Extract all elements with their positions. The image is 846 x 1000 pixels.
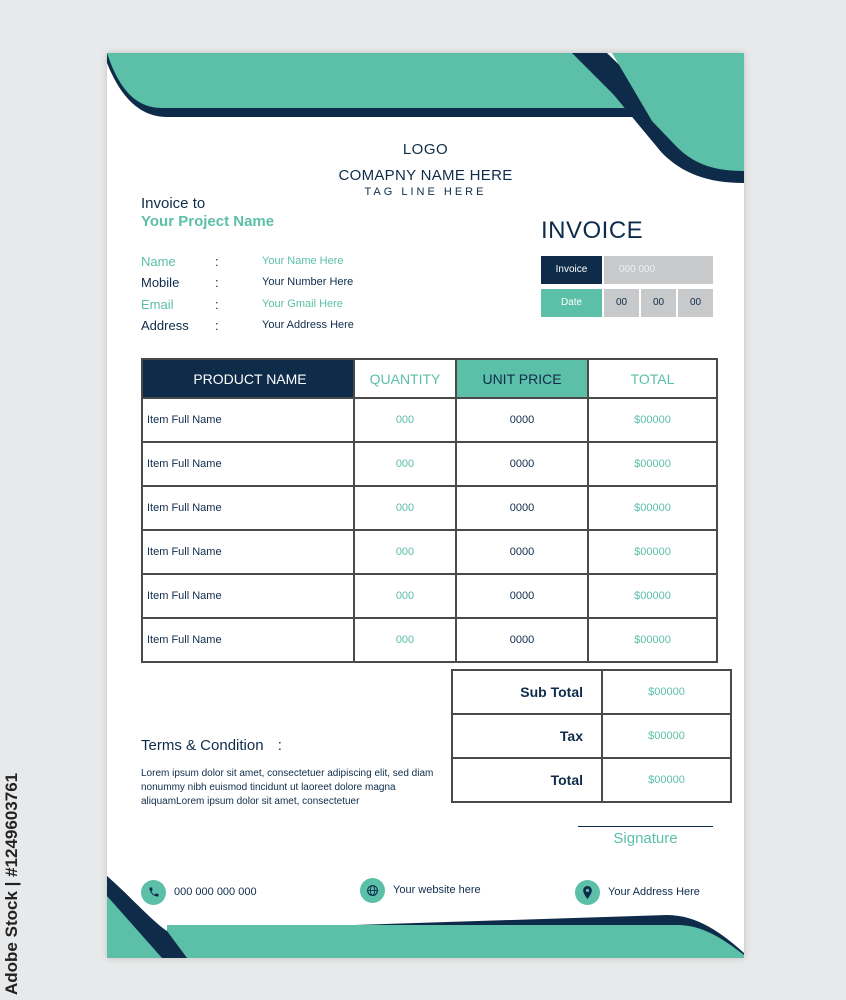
company-name: COMAPNY NAME HERE (338, 167, 513, 184)
table-header-row (142, 359, 717, 398)
footer-website (360, 877, 481, 903)
row-qty: 000 (354, 618, 456, 662)
contact-colon: : (215, 318, 219, 333)
signature-label: Signature (613, 830, 678, 847)
phone-text: 000 000 000 000 (174, 886, 257, 898)
row-total: $00000 (588, 442, 717, 486)
row-qty: 000 (354, 530, 456, 574)
header-unit-price: UNIT PRICE (456, 359, 588, 398)
date-label: Date (541, 289, 602, 317)
stock-watermark-id: Adobe Stock | #1249603761 (2, 772, 21, 995)
contact-colon: : (215, 297, 219, 312)
summary-row (452, 670, 731, 714)
project-name: Your Project Name (141, 213, 275, 230)
row-total: $00000 (588, 486, 717, 530)
terms-heading (141, 737, 282, 754)
terms-title: Terms & Condition (141, 737, 264, 754)
items-table (141, 358, 718, 663)
subtotal-value: $00000 (602, 670, 731, 714)
contact-value: Your Number Here (262, 276, 354, 288)
contact-label: Name (141, 254, 176, 269)
row-name: Item Full Name (142, 574, 354, 618)
contact-colon: : (215, 254, 219, 269)
contact-label: Mobile (141, 275, 180, 290)
contact-label: Address (141, 318, 189, 333)
date-year: 00 (678, 289, 713, 317)
header-product-name: PRODUCT NAME (142, 359, 354, 398)
row-qty: 000 (354, 574, 456, 618)
summary-table (451, 669, 732, 803)
website-text: Your website here (393, 884, 481, 896)
row-name: Item Full Name (142, 618, 354, 662)
row-total: $00000 (588, 398, 717, 442)
header-total: TOTAL (588, 359, 717, 398)
footer-address (575, 879, 700, 905)
invoice-to-heading: Invoice to (141, 195, 206, 212)
signature-line (578, 826, 713, 827)
contact-label: Email (141, 297, 174, 312)
table-row (142, 530, 717, 574)
row-unit: 0000 (456, 486, 588, 530)
total-value: $00000 (602, 758, 731, 802)
table-row (142, 574, 717, 618)
terms-colon: : (277, 737, 282, 754)
contact-value: Your Name Here (262, 255, 344, 267)
tax-value: $00000 (602, 714, 731, 758)
invoice-title: INVOICE (541, 217, 644, 244)
row-unit: 0000 (456, 574, 588, 618)
invoice-number-value: 000 000 (604, 256, 713, 284)
row-total: $00000 (588, 618, 717, 662)
logo-text: LOGO (402, 141, 449, 158)
terms-body: Lorem ipsum dolor sit amet, consectetuer adipiscing elit, sed diam nonummy nibh euismod tincidunt ut laoreet dolore magna aliquamLorem ipsum dolor sit amet, consectetuer (141, 768, 434, 807)
contact-row-name (141, 254, 401, 274)
total-label: Total (452, 758, 602, 802)
date-month: 00 (641, 289, 676, 317)
globe-icon (360, 878, 385, 903)
tagline: TAG LINE HERE (364, 186, 487, 198)
table-row (142, 486, 717, 530)
contact-row-address (141, 318, 401, 338)
address-text: Your Address Here (608, 886, 700, 898)
contact-value: Your Gmail Here (262, 298, 343, 310)
contact-row-mobile (141, 275, 401, 295)
table-row (142, 442, 717, 486)
row-qty: 000 (354, 486, 456, 530)
table-row (142, 398, 717, 442)
invoice-sheet (107, 53, 744, 958)
header-quantity: QUANTITY (354, 359, 456, 398)
contact-value: Your Address Here (262, 319, 354, 331)
contact-colon: : (215, 275, 219, 290)
date-day: 00 (604, 289, 639, 317)
summary-row (452, 714, 731, 758)
row-qty: 000 (354, 442, 456, 486)
invoice-number-label: Invoice (541, 256, 602, 284)
tax-label: Tax (452, 714, 602, 758)
row-total: $00000 (588, 574, 717, 618)
contact-row-email (141, 297, 401, 317)
subtotal-label: Sub Total (452, 670, 602, 714)
row-unit: 0000 (456, 530, 588, 574)
footer-phone (141, 879, 257, 905)
row-name: Item Full Name (142, 442, 354, 486)
row-unit: 0000 (456, 618, 588, 662)
row-qty: 000 (354, 398, 456, 442)
row-name: Item Full Name (142, 486, 354, 530)
summary-row (452, 758, 731, 802)
row-total: $00000 (588, 530, 717, 574)
location-pin-icon (575, 880, 600, 905)
phone-icon (141, 880, 166, 905)
row-name: Item Full Name (142, 530, 354, 574)
row-unit: 0000 (456, 398, 588, 442)
table-row (142, 618, 717, 662)
row-name: Item Full Name (142, 398, 354, 442)
row-unit: 0000 (456, 442, 588, 486)
